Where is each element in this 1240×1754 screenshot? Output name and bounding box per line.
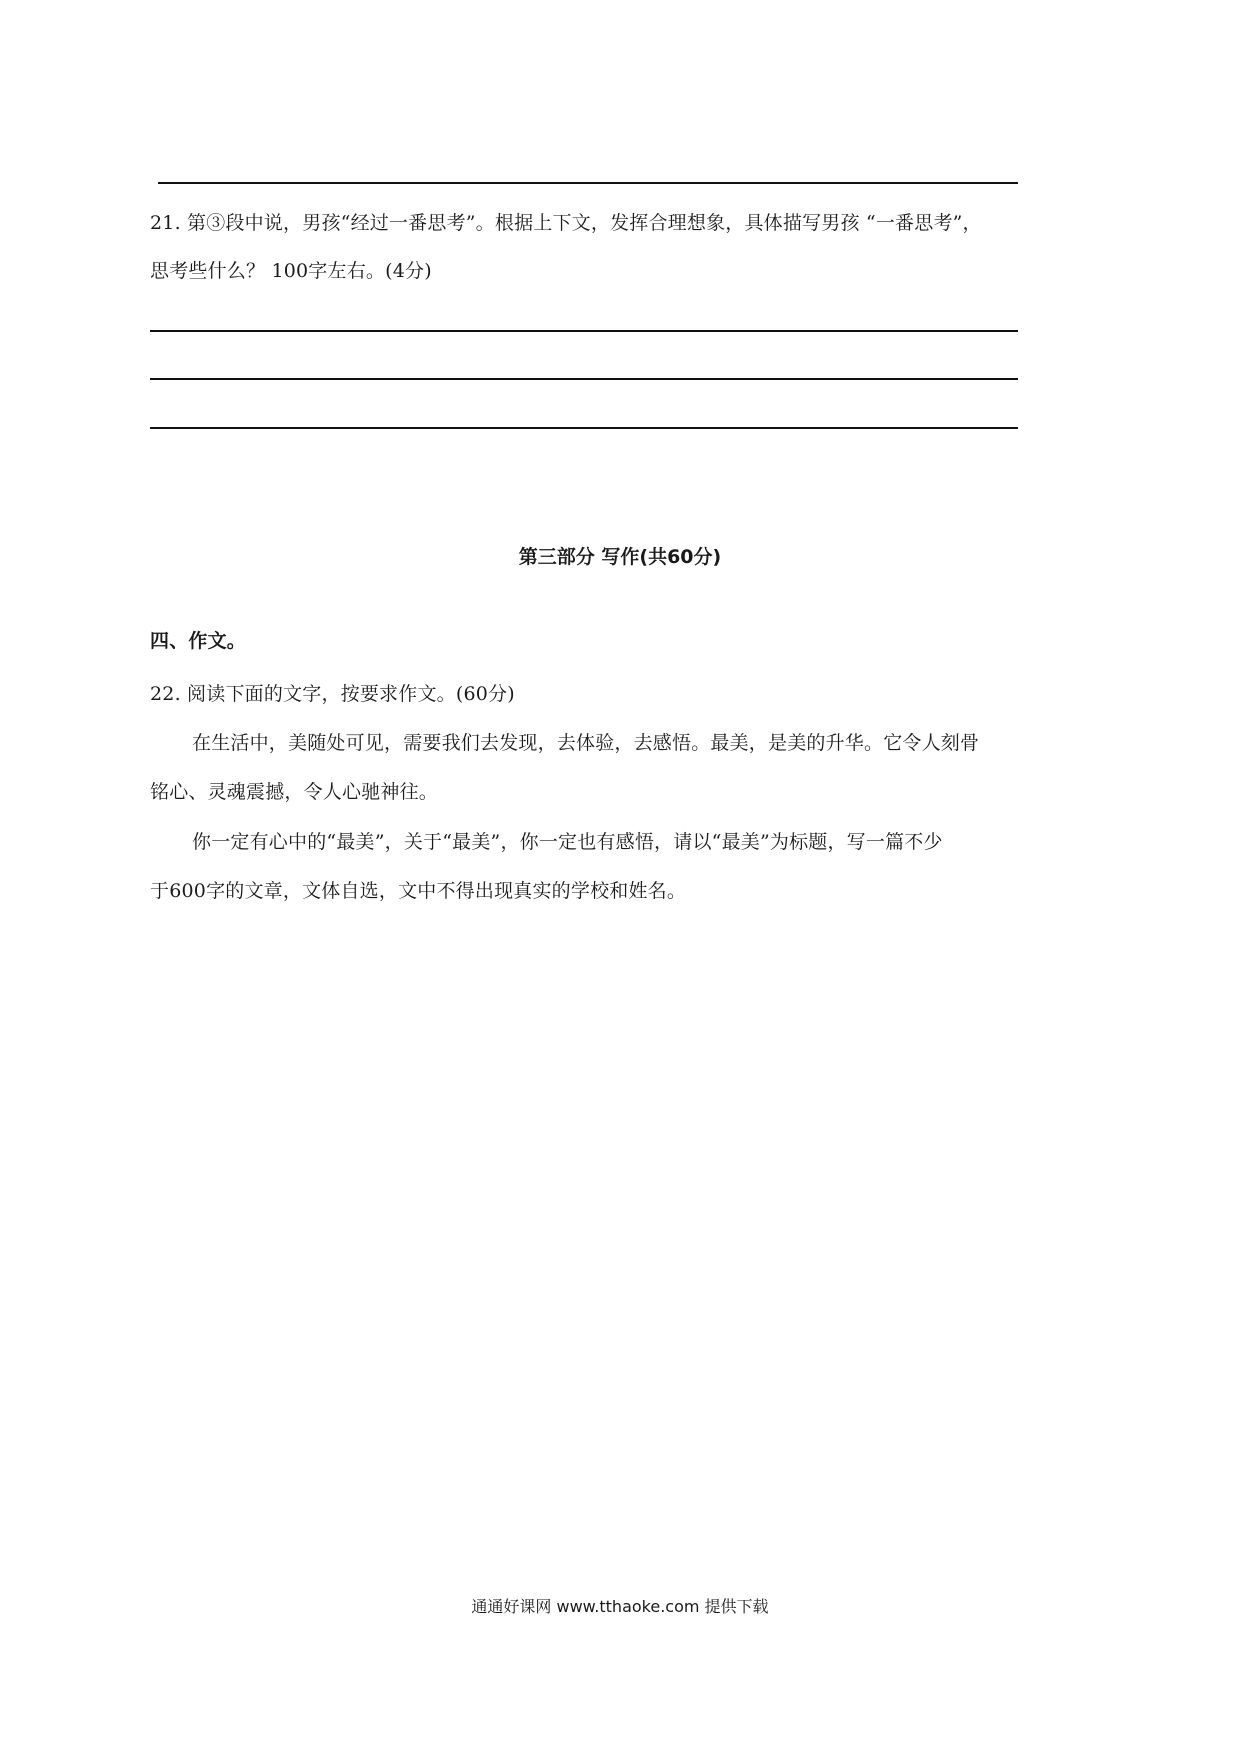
q22-para1-line2: 铭心、灵魂震撼，令人心驰神往。 <box>150 781 439 803</box>
q21-answer-line-2 <box>150 378 1018 380</box>
q21-answer-line-1 <box>150 330 1018 332</box>
answer-line-prev <box>158 182 1018 184</box>
q21-answer-line-3 <box>150 427 1018 429</box>
footer-source: 通通好课网 www.tthaoke.com 提供下载 <box>471 1597 769 1616</box>
part3-title: 第三部分 写作(共60分) <box>518 546 722 568</box>
q22-para2-line1: 你一定有心中的“最美”，关于“最美”，你一定也有感悟，请以“最美”为标题，写一篇不少 <box>192 831 943 853</box>
q22-para1-line1: 在生活中，美随处可见，需要我们去发现，去体验，去感悟。最美，是美的升华。它令人刻骨 <box>192 732 980 754</box>
q22-prompt: 22. 阅读下面的文字，按要求作文。(60分) <box>150 683 515 705</box>
section4-heading: 四、作文。 <box>150 630 247 652</box>
q21-line1: 21. 第③段中说，男孩“经过一番思考”。根据上下文，发挥合理想象，具体描写男孩 “一番思考”， <box>150 212 982 234</box>
q22-para2-line2: 于600字的文章，文体自选，文中不得出现真实的学校和姓名。 <box>150 880 687 902</box>
q21-line2: 思考些什么？ 100字左右。(4分) <box>150 260 432 282</box>
